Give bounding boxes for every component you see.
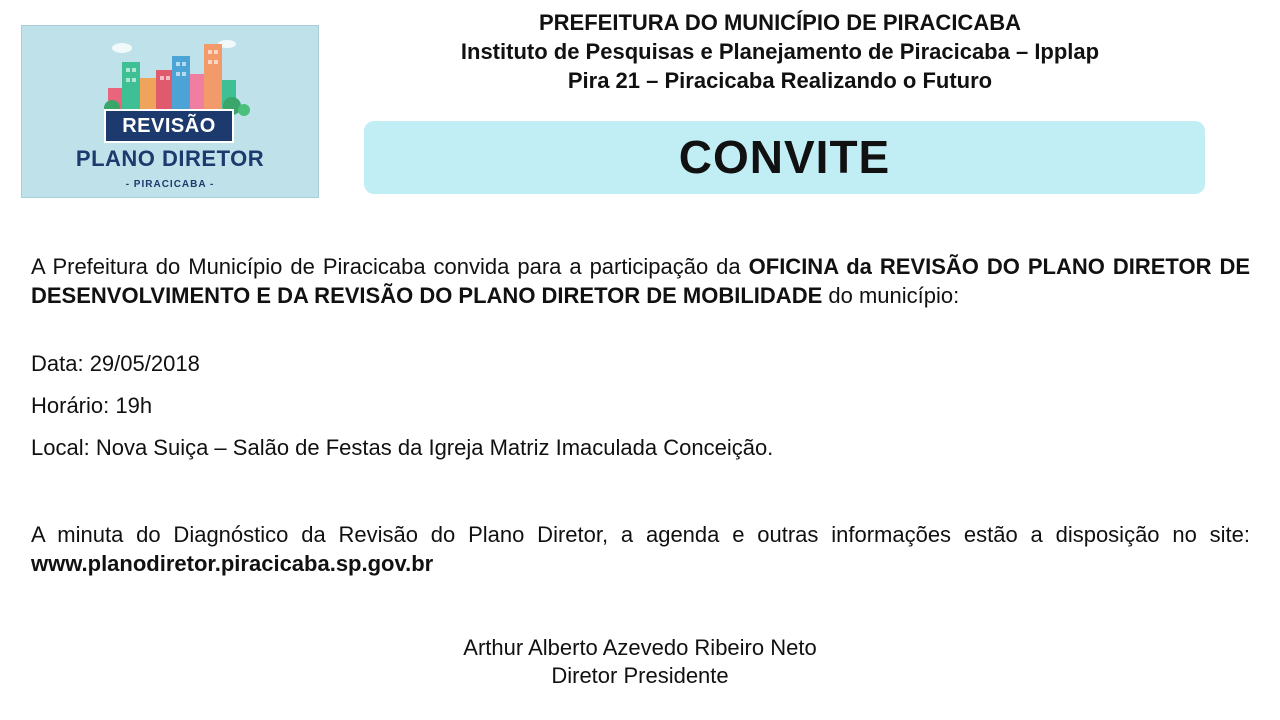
document-header — [340, 8, 1220, 95]
event-location: Local: Nova Suiça – Salão de Festas da Igreja Matriz Imaculada Conceição. — [31, 435, 774, 460]
plano-diretor-logo — [21, 25, 319, 198]
header-instituto: Instituto de Pesquisas e Planejamento de Piracicaba – Ipplap — [460, 39, 1100, 64]
signatory-name: Arthur Alberto Azevedo Ribeiro Neto — [463, 635, 817, 660]
website-link[interactable]: www.planodiretor.piracicaba.sp.gov.br — [31, 551, 434, 576]
header-prefeitura: PREFEITURA DO MUNICÍPIO DE PIRACICABA — [539, 10, 1021, 35]
logo-banner-text: REVISÃO — [104, 109, 234, 143]
invitation-paragraph — [31, 252, 1250, 310]
logo-title-text: PLANO DIRETOR — [75, 146, 265, 171]
signature-block — [340, 634, 940, 690]
info-paragraph — [31, 520, 1250, 578]
invitation-event: OFICINA da REVISÃO DO PLANO DIRETOR DE DESENVOLVIMENTO E DA REVISÃO DO PLANO DIRETOR DE MOBILIDADE — [31, 254, 1251, 308]
event-date: Data: 29/05/2018 — [31, 351, 200, 376]
logo-subtitle-text: - PIRACICABA - — [125, 179, 215, 190]
header-pira21: Pira 21 – Piracicaba Realizando o Futuro — [567, 68, 993, 93]
invitation-intro: A Prefeitura do Município de Piracicaba convida para a participação da — [31, 254, 749, 279]
convite-title: CONVITE — [364, 121, 1205, 194]
info-text: A minuta do Diagnóstico da Revisão do Plano Diretor, a agenda e outras informações estão a disposição no site: — [31, 522, 1250, 547]
signatory-role: Diretor Presidente — [551, 663, 729, 688]
event-time: Horário: 19h — [31, 393, 153, 418]
invitation-outro: do município: — [822, 283, 960, 308]
